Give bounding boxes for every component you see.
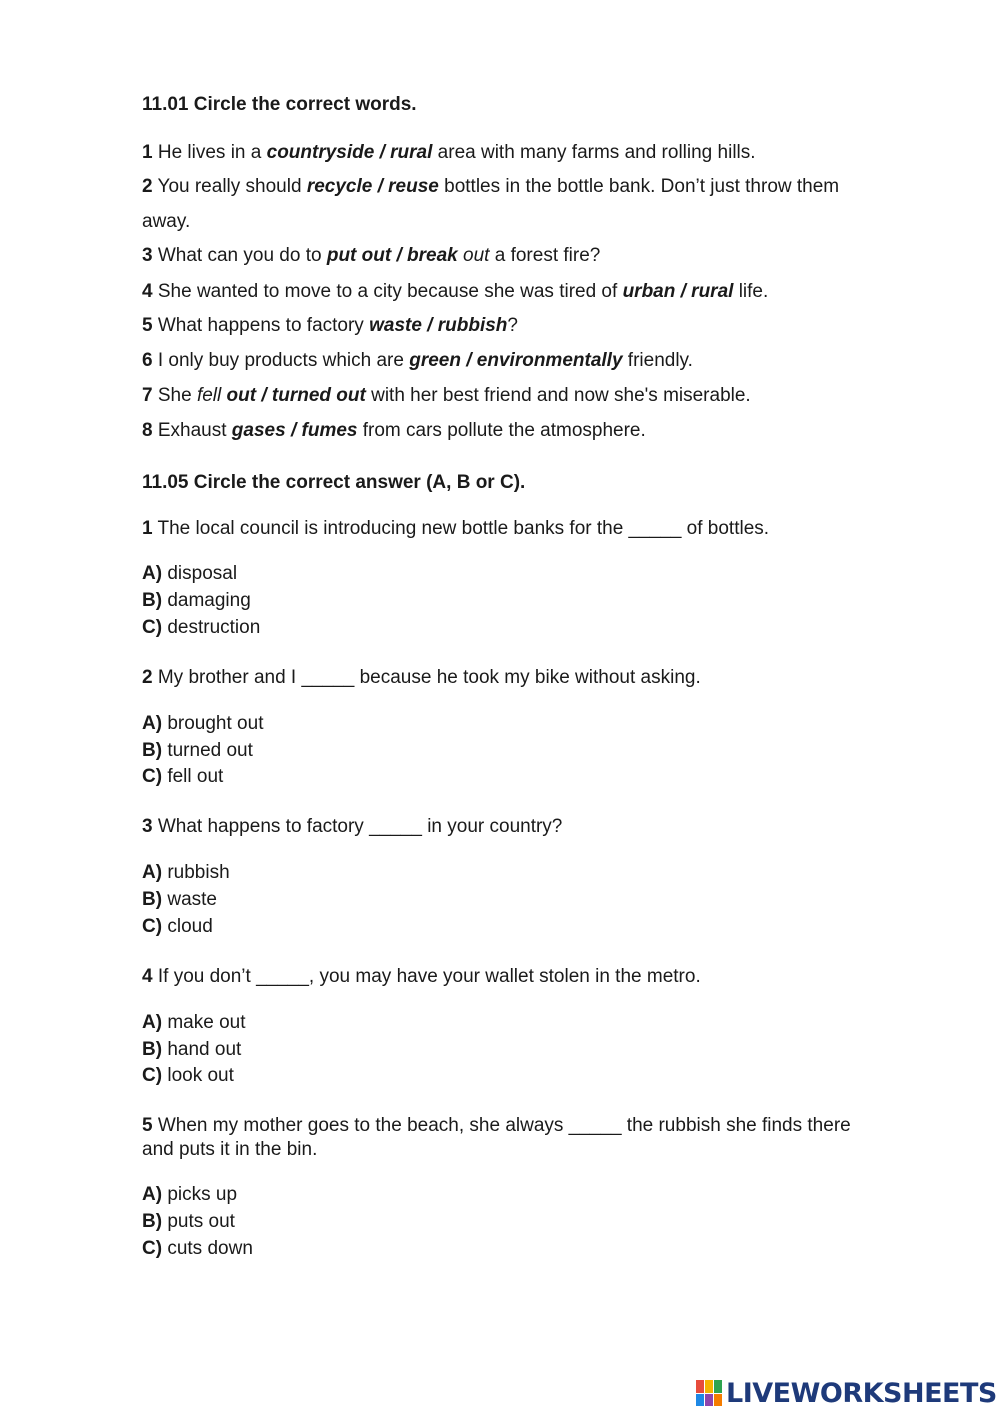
exercise1-item-continuation: away.: [142, 211, 191, 232]
exercise1-item: 2 You really should recycle / reuse bottles in the bottle bank. Don’t just throw them: [142, 176, 840, 197]
exercise1-item: 6 I only buy products which are green / environmentally friendly.: [142, 350, 693, 371]
option-a[interactable]: A) picks up: [142, 1184, 238, 1205]
option-c[interactable]: C) cuts down: [142, 1238, 253, 1259]
option-b[interactable]: B) turned out: [142, 740, 253, 761]
logo-mark-tile: [705, 1380, 713, 1393]
logo-mark-icon: [696, 1380, 722, 1406]
option-c[interactable]: C) destruction: [142, 617, 261, 638]
question-1: 1 The local council is introducing new bottle banks for the _____ of bottles.: [142, 518, 770, 539]
exercise1-item: 1 He lives in a countryside / rural area with many farms and rolling hills.: [142, 142, 756, 163]
option-a[interactable]: A) rubbish: [142, 862, 230, 883]
logo-mark-tile: [705, 1394, 713, 1407]
section2-title: 11.05 Circle the correct answer (A, B or C).: [142, 472, 526, 493]
question-3: 3 What happens to factory _____ in your country?: [142, 816, 563, 837]
liveworksheets-logo[interactable]: [696, 1378, 997, 1408]
option-b[interactable]: B) puts out: [142, 1211, 235, 1232]
question-5: 5 When my mother goes to the beach, she always _____ the rubbish she finds there: [142, 1115, 851, 1136]
exercise1-item: 5 What happens to factory waste / rubbish?: [142, 315, 518, 336]
question-4: 4 If you don’t _____, you may have your wallet stolen in the metro.: [142, 966, 701, 987]
option-a[interactable]: A) make out: [142, 1012, 246, 1033]
option-b[interactable]: B) waste: [142, 889, 217, 910]
option-c[interactable]: C) cloud: [142, 916, 213, 937]
exercise1-item: 4 She wanted to move to a city because she was tired of urban / rural life.: [142, 281, 769, 302]
logo-mark-tile: [714, 1394, 722, 1407]
option-a[interactable]: A) disposal: [142, 563, 238, 584]
question-5-continuation: and puts it in the bin.: [142, 1139, 318, 1160]
exercise1-item: 7 She fell out / turned out with her best friend and now she's miserable.: [142, 385, 751, 406]
option-b[interactable]: B) hand out: [142, 1039, 242, 1060]
logo-mark-tile: [696, 1380, 704, 1393]
exercise1-item: 3 What can you do to put out / break out a forest fire?: [142, 245, 601, 266]
logo-mark-tile: [714, 1380, 722, 1393]
logo-text: LIVEWORKSHEETS: [726, 1377, 997, 1409]
section1-title: 11.01 Circle the correct words.: [142, 94, 417, 115]
option-c[interactable]: C) fell out: [142, 766, 224, 787]
option-a[interactable]: A) brought out: [142, 713, 264, 734]
option-b[interactable]: B) damaging: [142, 590, 251, 611]
logo-mark-tile: [696, 1394, 704, 1407]
option-c[interactable]: C) look out: [142, 1065, 234, 1086]
exercise1-item: 8 Exhaust gases / fumes from cars pollute the atmosphere.: [142, 420, 646, 441]
question-2: 2 My brother and I _____ because he took my bike without asking.: [142, 667, 701, 688]
